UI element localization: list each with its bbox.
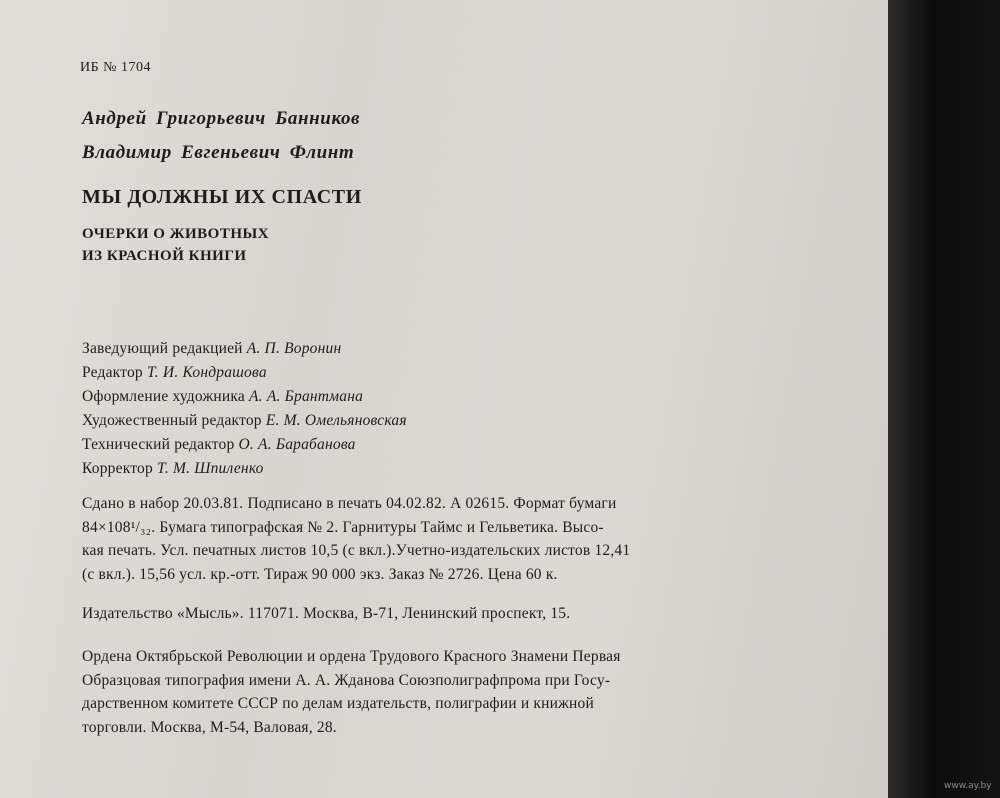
credit-name: Е. М. Омельяновская [265, 412, 407, 429]
credit-role: Заведующий редакцией [82, 340, 243, 357]
credit-role: Технический редактор [82, 436, 235, 453]
print-details [82, 492, 630, 586]
publisher-line: Издательство «Мысль». 117071. Москва, В-71, Ленинский проспект, 15. [82, 605, 571, 622]
printer-info-line: Образцовая типография имени А. А. Жданова Союзполиграфпрома при Госу- [82, 671, 611, 689]
credit-name: Т. И. Кондрашова [146, 364, 267, 381]
credit-role: Редактор [82, 364, 143, 381]
author-1: Андрей Григорьевич Банников [82, 108, 361, 129]
credit-line [82, 460, 264, 478]
printer-info-line: Ордена Октябрьской Революции и ордена Трудового Красного Знамени Первая [82, 648, 621, 665]
credit-line [82, 412, 407, 430]
subtitle-line-1: ОЧЕРКИ О ЖИВОТНЫХ [82, 226, 270, 242]
print-details-line: 84×108¹/₃₂. Бумага типографская № 2. Гарнитуры Таймс и Гельветика. Высо- [82, 518, 604, 536]
subtitle-line-2: ИЗ КРАСНОЙ КНИГИ [82, 248, 247, 264]
book-title: МЫ ДОЛЖНЫ ИХ СПАСТИ [82, 186, 362, 208]
printer-info-line: дарственном комитете СССР по делам издательств, полиграфии и книжной [82, 695, 594, 712]
credit-role: Оформление художника [82, 388, 245, 405]
print-details-line: Сдано в набор 20.03.81. Подписано в печать 04.02.82. А 02615. Формат бумаги [82, 495, 617, 512]
credit-name: О. А. Барабанова [238, 436, 356, 453]
credit-name: А. П. Воронин [246, 340, 342, 357]
print-details-line: (с вкл.). 15,56 усл. кр.-отт. Тираж 90 000 экз. Заказ № 2726. Цена 60 к. [82, 565, 558, 583]
print-details-line: кая печать. Усл. печатных листов 10,5 (с вкл.).Учетно-издательских листов 12,41 [82, 542, 631, 559]
credit-line [82, 340, 341, 358]
credit-role: Художественный редактор [82, 412, 262, 429]
printer-info [82, 645, 621, 739]
author-2: Владимир Евгеньевич Флинт [82, 142, 355, 163]
credit-name: Т. М. Шпиленко [156, 460, 264, 477]
ib-number: ИБ № 1704 [80, 60, 152, 75]
credit-line [82, 388, 363, 406]
credit-line [82, 436, 356, 454]
credit-role: Корректор [82, 460, 153, 477]
watermark: www.ay.by [944, 781, 992, 791]
book-spine-shadow [888, 0, 1000, 798]
credit-name: А. А. Брантмана [249, 388, 364, 405]
credit-line [82, 364, 267, 382]
printer-info-line: торговли. Москва, М-54, Валовая, 28. [82, 718, 337, 736]
